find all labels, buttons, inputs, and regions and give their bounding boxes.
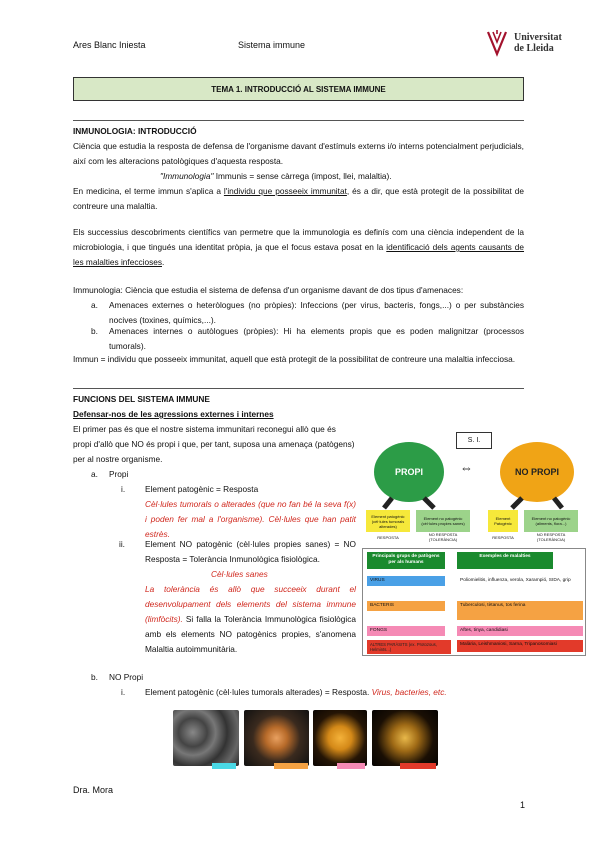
footer-author: Dra. Mora: [73, 785, 114, 795]
university-logo: [484, 28, 579, 60]
text-span: Els successius descobriments científics van permetre que la immunologia es definís com una ciència independent de la microbiologia, i que tingués una identitat pròpia, ja que el focus estava posat en la: [73, 227, 524, 252]
self-nonself-diagram: [362, 428, 586, 546]
paragraph: El primer pas és que el nostre sistema immunitari reconegui allò que és propi d'allò que NO és propi i que, per tant, suposa una amenaça (patògens) per al nostre organisme.: [73, 424, 355, 464]
list-marker: b.: [91, 672, 98, 682]
underlined-text: identificació dels agents causants de les malalties infeccioses: [73, 242, 525, 267]
list-label: Propi: [109, 469, 129, 479]
list-item: Amenaces externes o heteròlogues (no pròpies): Infeccions (per virus, bacteris, fongs,...) o per substàncies nocives (toxines, químics,...).: [109, 300, 524, 325]
diagram-caption: NO RESPOSTA (TOLERÀNCIA): [536, 532, 566, 542]
image-color-label: [212, 763, 236, 769]
micrograph-image: [313, 710, 367, 766]
text-span: Element patogènic (cèl·lules tumorals alterades) = Resposta.: [145, 687, 372, 697]
table-row-group: FONGS: [367, 626, 445, 636]
example-text: Cèl·lules tumorals o alterades (que no fan bé la seva f(x) i poden fer mal a l'organisme). Cèl·lules que han patit estrès.: [145, 499, 356, 539]
table-header-left: Principals grups de patògens per als humans: [367, 552, 445, 569]
diagram-box: Element Patogènic: [488, 510, 518, 532]
page-title: TEMA 1. INTRODUCCIÓ AL SISTEMA IMMUNE: [73, 77, 524, 101]
paragraph: [145, 582, 356, 657]
image-color-label: [274, 763, 308, 769]
header-author: Ares Blanc Iniesta: [73, 40, 146, 50]
list-marker: ii.: [119, 539, 125, 549]
diagram-caption: RESPOSTA: [377, 534, 399, 540]
table-row-group: ALTRES PARÀSITS (ex. Protozous, Helmints...): [367, 640, 451, 654]
text-span: , és a dir, que està protegit de la possibilitat de contreure una malaltia.: [73, 186, 524, 211]
table-row-group: VIRUS: [367, 576, 445, 586]
table-row-examples: Malària, Leishmaniosi, Sarna, Tripanosomiasi: [457, 640, 583, 652]
etymology-line: [160, 169, 392, 184]
example-text: La tolerància és allò que succeeix durant el desenvolupament dels elements del sistema immune (limfòcits).: [145, 584, 356, 624]
divider: [73, 388, 524, 389]
table-row-examples: Poliomielitis, influenza, verola, Xarampió, SIDA, grip: [460, 578, 571, 583]
list-marker: i.: [121, 484, 126, 494]
diagram-caption: NO RESPOSTA (TOLERÀNCIA): [428, 532, 458, 542]
section-heading: INMUNOLOGIA: INTRODUCCIÓ: [73, 126, 197, 136]
list-label: NO Propi: [109, 672, 144, 682]
example-text: Virus, bacteries, etc.: [371, 687, 447, 697]
pathogen-table: [362, 548, 586, 656]
image-color-label: [400, 763, 436, 769]
example-text: Cèl·lules sanes: [211, 569, 268, 579]
paragraph: Immunologia: Ciència que estudia el sistema de defensa d'un organisme davant de dos tipus d'amenaces:: [73, 285, 464, 295]
section-heading: FUNCIONS DEL SISTEMA IMMUNE: [73, 394, 210, 404]
list-marker: b.: [91, 326, 98, 336]
university-name-line2: de Lleida: [514, 43, 554, 54]
bidirectional-arrow-icon: ⇔: [460, 460, 473, 475]
list-item: [145, 685, 447, 700]
text-span: En medicina, el terme immun s'aplica a: [73, 186, 224, 196]
etymology-text: Immunis = sense càrrega (impost, llei, malaltia).: [213, 171, 392, 181]
text-span: Si falla la Tolerància Immunològica fisiològica amb els elements NO patogènics propies, s'anomena Malaltia autoimmunitària.: [145, 614, 356, 654]
list-marker: a.: [91, 469, 98, 479]
micrograph-image: [372, 710, 438, 766]
list-item: Amenaces internes o autòlogues (pròpies): Hi ha elements propis que es poden malignitzar (processos tumorals).: [109, 326, 524, 351]
divider: [73, 120, 524, 121]
list-marker: i.: [121, 687, 126, 697]
micrograph-image: [244, 710, 309, 766]
university-name-line1: Universitat: [514, 32, 562, 43]
table-row-group: BACTERIS: [367, 601, 445, 611]
no-propi-circle: NO PROPI: [500, 442, 574, 502]
list-marker: a.: [91, 300, 98, 310]
section-subheading: Defensar-nos de les agressions externes i internes: [73, 409, 274, 419]
etymology-term: "Immunologia": [160, 171, 214, 181]
table-header-right: Exemples de malalties: [457, 552, 553, 569]
paragraph: Ciència que estudia la resposta de defensa de l'organisme davant d'estímuls externs i/o interns potencialment perjudicials, així com les alteracions patològiques d'aquesta resposta.: [73, 141, 524, 166]
propi-circle: PROPI: [374, 442, 444, 502]
diagram-box: Element no patogènic (aliments, flora...): [524, 510, 578, 532]
table-row-examples: Tuberculosi, tètanus, tos ferina: [457, 601, 583, 620]
diagram-box: Element no patogènic (cèl·lules propies sanes): [416, 510, 470, 532]
list-item: Element patogènic = Resposta: [145, 484, 259, 494]
immune-system-label: S. I.: [456, 432, 492, 449]
text-span: .: [162, 257, 165, 267]
list-item: Element NO patogènic (cèl·lules propies sanes) = NO Resposta = Tolerància Inmunològica fisiològica.: [145, 539, 356, 564]
university-emblem-icon: [484, 28, 510, 58]
table-row-examples: Aftes, tinya, candidiasi: [457, 626, 583, 636]
image-color-label: [337, 763, 365, 769]
paragraph: [73, 225, 524, 270]
paragraph: [73, 184, 524, 214]
micrograph-image: [173, 710, 239, 766]
page-number: 1: [520, 800, 526, 810]
diagram-box: Element patogènic (cèl·lules tumorals alterades): [366, 510, 410, 532]
header-subject: Sistema immune: [238, 40, 306, 50]
underlined-text: l'individu que posseeix immunitat: [223, 186, 347, 196]
paragraph: Immun = individu que posseeix immunitat, aquell que està protegit de la possibilitat de contreure una malaltia infecciosa.: [73, 354, 516, 364]
diagram-caption: RESPOSTA: [492, 534, 514, 540]
